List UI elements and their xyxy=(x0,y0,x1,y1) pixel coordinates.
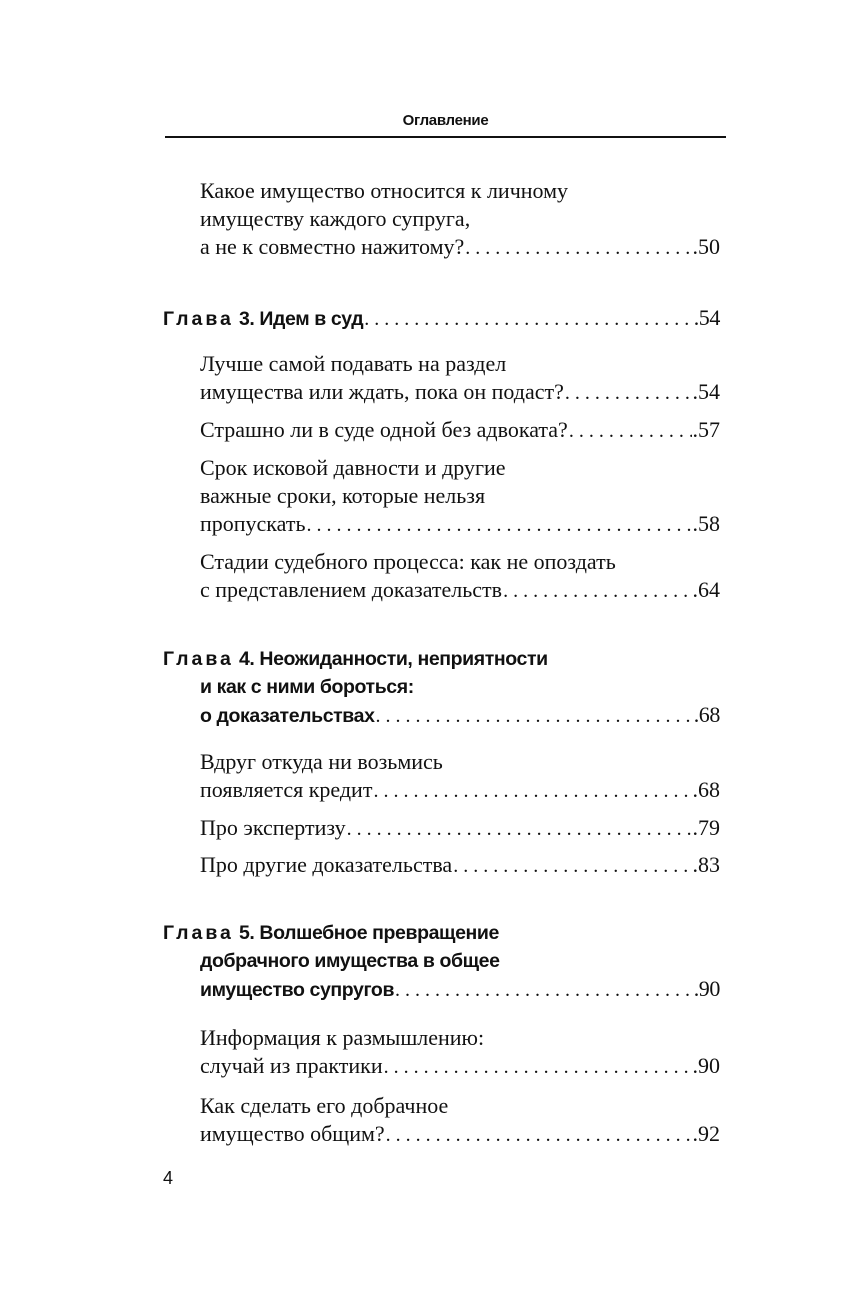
toc-entry-text: с представлением доказательств xyxy=(200,577,503,602)
page-number: .90 xyxy=(693,976,720,1001)
toc-entry-text: Как сделать его добрачное xyxy=(200,1093,449,1118)
toc-entry-expertise[interactable] xyxy=(200,814,720,842)
dot-leader xyxy=(347,815,692,843)
dot-leader xyxy=(453,852,691,880)
page-number: .50 xyxy=(692,234,720,259)
toc-entry-personal-property[interactable] xyxy=(200,177,720,261)
page-number: .57 xyxy=(692,417,720,442)
toc-entry-text: Информация к размышлению: xyxy=(200,1025,485,1050)
page-number: .68 xyxy=(693,702,720,727)
dot-leader xyxy=(465,234,691,262)
page-number: .54 xyxy=(693,305,720,330)
toc-entry-text: имущество общим? xyxy=(200,1121,385,1146)
chapter-title: 3. Идем в суд xyxy=(238,308,364,330)
dot-leader xyxy=(373,777,691,805)
running-header: Оглавление xyxy=(402,112,489,129)
dot-leader xyxy=(364,305,692,333)
chapter-title: о доказательствах xyxy=(200,705,375,727)
toc-chapter-5[interactable] xyxy=(163,919,720,1003)
chapter-label: Глава xyxy=(163,922,234,944)
page-number: .64 xyxy=(692,577,720,602)
toc-entry-text: Лучше самой подавать на раздел xyxy=(200,351,507,376)
toc-entry-file-first[interactable] xyxy=(200,350,720,406)
page-number: .83 xyxy=(692,852,720,877)
dot-leader xyxy=(384,1053,692,1081)
page-number: .79 xyxy=(692,815,720,840)
chapter-title: добрачного имущества в общее xyxy=(200,950,500,972)
toc-entry-other-evidence[interactable] xyxy=(200,851,720,879)
page-folio: 4 xyxy=(163,1168,174,1188)
dot-leader xyxy=(307,511,692,539)
toc-entry-limitation-period[interactable] xyxy=(200,454,720,538)
page-number: .68 xyxy=(692,777,720,802)
toc-entry-text: важные сроки, которые нельзя xyxy=(200,483,486,508)
toc-entry-court-stages[interactable] xyxy=(200,548,720,604)
toc-entry-text: имущества или ждать, пока он подаст? xyxy=(200,379,564,404)
toc-chapter-3[interactable] xyxy=(163,304,720,332)
toc-entry-credit[interactable] xyxy=(200,748,720,804)
toc-entry-text: Какое имущество относится к личному xyxy=(200,178,569,203)
page-number: .90 xyxy=(692,1053,720,1078)
toc-entry-text: Срок исковой давности и другие xyxy=(200,455,506,480)
chapter-title: имущество супругов xyxy=(200,979,395,1001)
toc-entry-text: Про экспертизу xyxy=(200,815,346,840)
page-number: .92 xyxy=(692,1121,720,1146)
chapter-title: 4. Неожиданности, неприятности xyxy=(238,648,548,670)
dot-leader xyxy=(395,976,693,1004)
chapter-label: Глава xyxy=(163,308,234,330)
dot-leader xyxy=(503,577,691,605)
toc-entry-text: появляется кредит xyxy=(200,777,373,802)
dot-leader xyxy=(386,1121,692,1149)
toc-entry-text: Вдруг откуда ни возьмись xyxy=(200,749,443,774)
toc-entry-text: случай из практики xyxy=(200,1053,383,1078)
toc-entry-text: Страшно ли в суде одной без адвоката? xyxy=(200,417,568,442)
chapter-title: 5. Волшебное превращение xyxy=(238,922,499,944)
toc-entry-make-common[interactable] xyxy=(200,1092,720,1148)
chapter-label: Глава xyxy=(163,648,234,670)
page-number: .58 xyxy=(692,511,720,536)
toc-entry-no-lawyer[interactable] xyxy=(200,416,720,444)
dot-leader xyxy=(376,702,693,730)
toc-entry-text: пропускать xyxy=(200,511,306,536)
dot-leader xyxy=(565,379,692,407)
chapter-title: и как с ними бороться: xyxy=(200,676,414,698)
dot-leader xyxy=(569,417,692,445)
header-rule xyxy=(165,136,726,138)
page-number: .54 xyxy=(692,379,720,404)
toc-entry-case-study[interactable] xyxy=(200,1024,720,1080)
toc-entry-text: Про другие доказательства xyxy=(200,852,453,877)
toc-entry-text: Стадии судебного процесса: как не опоздать xyxy=(200,549,616,574)
toc-entry-text: имуществу каждого супруга, xyxy=(200,206,471,231)
toc-entry-text: а не к совместно нажитому? xyxy=(200,234,465,259)
toc-chapter-4[interactable] xyxy=(163,645,720,729)
